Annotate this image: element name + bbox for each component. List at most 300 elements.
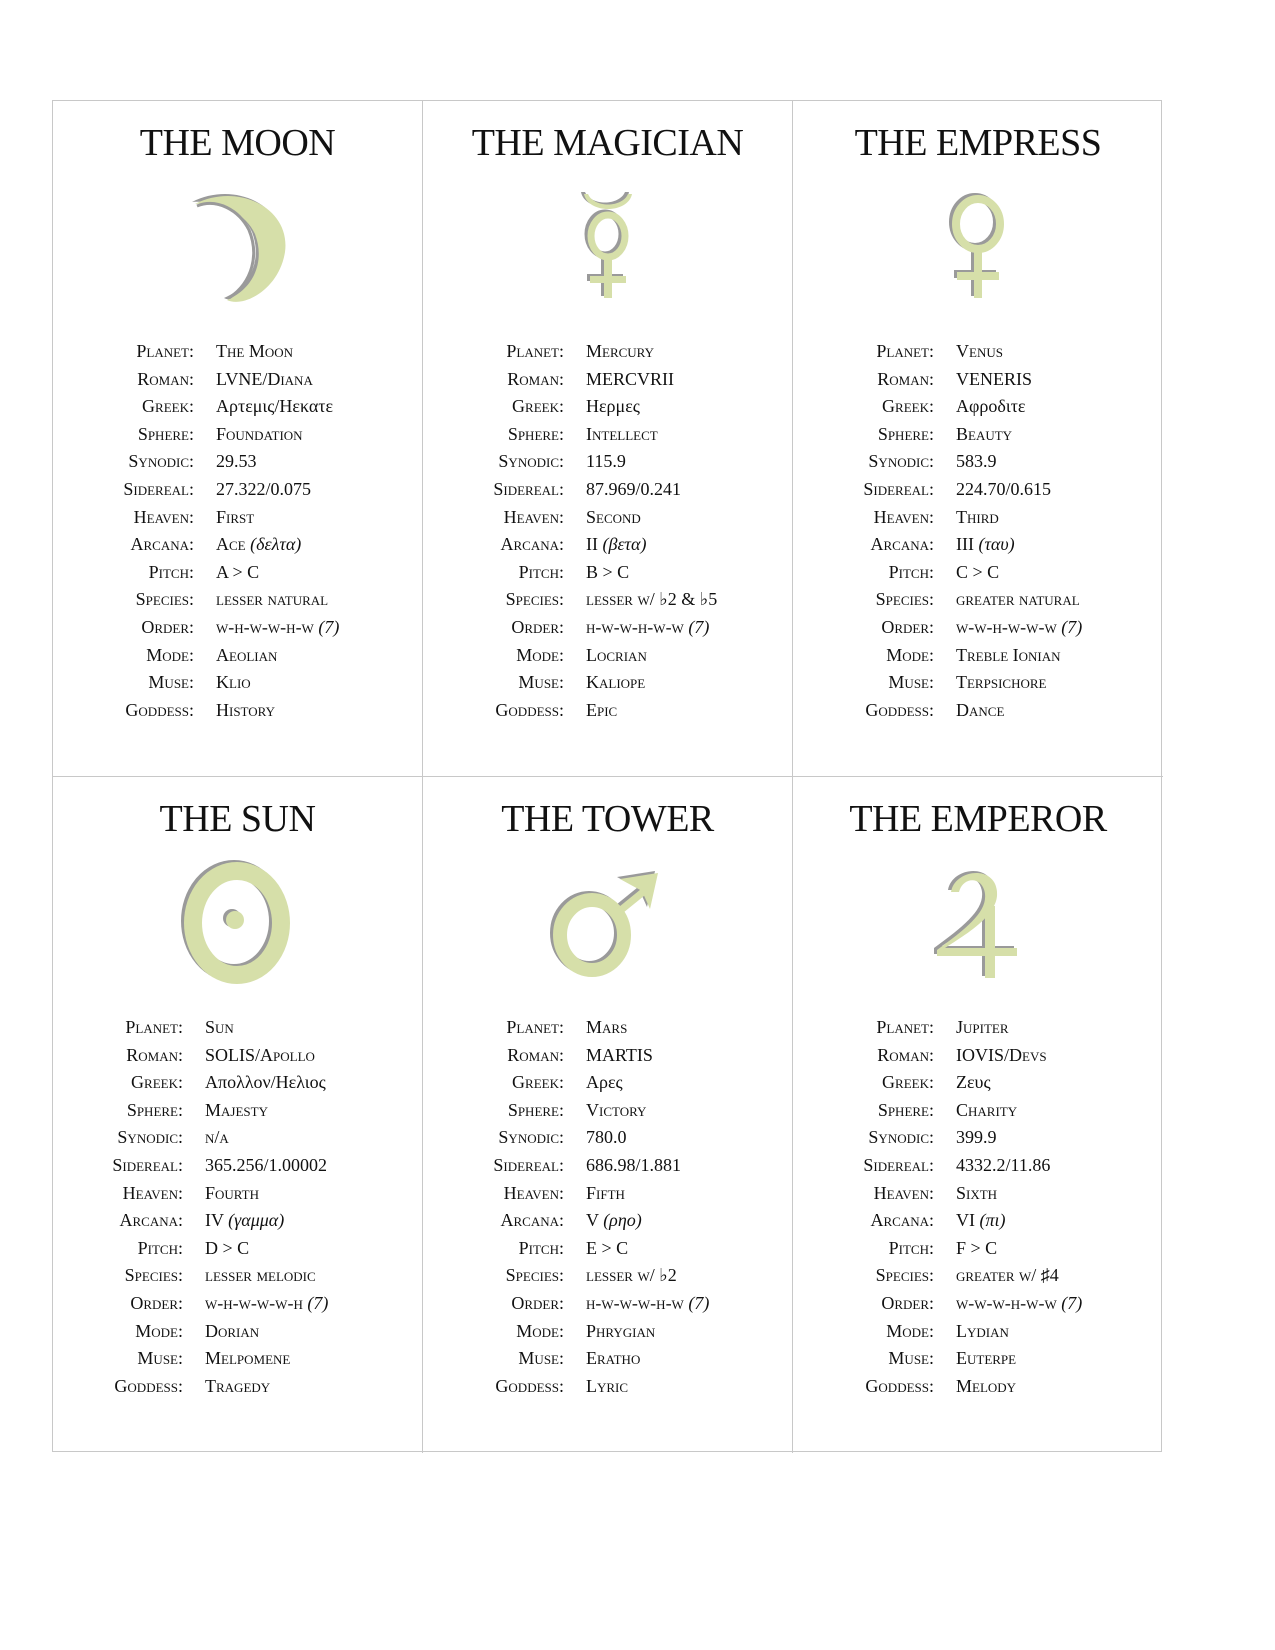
label: Goddess: [865, 1375, 934, 1396]
order-steps: w-h-w-w-h-w [216, 616, 314, 637]
label: Synodic: [868, 451, 934, 472]
row-pitch [793, 1238, 1163, 1266]
row-synodic [53, 1127, 422, 1155]
value: First [216, 506, 255, 527]
label: Synodic: [498, 1127, 564, 1148]
value: LVNE/Diana [216, 368, 313, 389]
arcana-greek: (δελτα) [250, 534, 302, 555]
value: E > C [586, 1237, 629, 1258]
row-mode [53, 645, 422, 673]
value: C > C [956, 561, 1000, 582]
label: Goddess: [865, 699, 934, 720]
label: Arcana: [870, 1210, 934, 1231]
order-count: (7) [688, 1292, 710, 1313]
row-heaven [793, 1183, 1163, 1211]
row-pitch [793, 562, 1163, 590]
value: Απολλον/Hελιος [205, 1072, 326, 1093]
row-sphere [793, 1100, 1163, 1128]
tarot-card-the-moon [53, 101, 423, 777]
value [956, 1210, 1006, 1231]
arcana-greek: (βετα) [602, 534, 647, 555]
row-arcana [423, 534, 792, 562]
row-planet [53, 1017, 422, 1045]
row-muse [793, 672, 1163, 700]
value: Epic [586, 699, 618, 720]
value: VENERIS [956, 368, 1032, 389]
tarot-card-the-magician [423, 101, 793, 777]
label: Sidereal: [863, 478, 934, 499]
arcana-number: VI [956, 1210, 975, 1231]
label: Heaven: [133, 506, 194, 527]
row-heaven [423, 1183, 792, 1211]
value: Melpomene [205, 1348, 291, 1369]
arcana-number: II [586, 534, 598, 555]
row-species [793, 1265, 1163, 1293]
row-heaven [423, 507, 792, 535]
value [586, 617, 709, 638]
row-synodic [793, 1127, 1163, 1155]
row-roman [423, 1045, 792, 1073]
venus-icon [793, 187, 1163, 307]
label: Heaven: [122, 1182, 183, 1203]
row-muse [53, 672, 422, 700]
value: Jupiter [956, 1017, 1009, 1037]
row-synodic [53, 451, 422, 479]
row-sphere [793, 424, 1163, 452]
value: Eratho [586, 1348, 641, 1369]
value [216, 617, 339, 638]
value: Melody [956, 1375, 1017, 1396]
row-arcana [53, 1210, 422, 1238]
row-sphere [53, 1100, 422, 1128]
value: Dorian [205, 1320, 260, 1341]
row-sidereal [53, 1155, 422, 1183]
label: Arcana: [119, 1210, 183, 1231]
order-count: (7) [688, 616, 710, 637]
order-steps: h-w-w-h-w-w [586, 616, 684, 637]
label: Sidereal: [493, 1154, 564, 1175]
label: Planet: [506, 341, 564, 361]
row-greek [423, 396, 792, 424]
value: Fourth [205, 1182, 260, 1203]
value [586, 534, 646, 555]
label: Muse: [137, 1348, 183, 1369]
row-planet [793, 1017, 1163, 1045]
row-roman [53, 369, 422, 397]
row-order [793, 1293, 1163, 1321]
value: Majesty [205, 1099, 268, 1120]
row-pitch [53, 562, 422, 590]
value: Charity [956, 1099, 1018, 1120]
order-count: (7) [1061, 616, 1083, 637]
label: Synodic: [128, 451, 194, 472]
order-steps: w-w-w-h-w-w [956, 1292, 1057, 1313]
value: 780.0 [586, 1127, 627, 1148]
label: Planet: [506, 1017, 564, 1037]
row-arcana [423, 1210, 792, 1238]
attribute-table [423, 341, 792, 727]
label: Synodic: [868, 1127, 934, 1148]
attribute-table [793, 1017, 1163, 1403]
row-roman [793, 369, 1163, 397]
value [956, 1293, 1082, 1314]
value: 399.9 [956, 1127, 997, 1148]
value: 29.53 [216, 451, 257, 472]
mars-icon [423, 863, 792, 983]
label: Mode: [135, 1320, 183, 1341]
value: History [216, 699, 275, 720]
row-pitch [423, 562, 792, 590]
value: 27.322/0.075 [216, 478, 312, 499]
label: Greek: [882, 396, 934, 417]
label: Species: [124, 1265, 183, 1286]
row-greek [53, 1072, 422, 1100]
attribute-table [53, 1017, 422, 1403]
value: Tragedy [205, 1375, 271, 1396]
value: 87.969/0.241 [586, 478, 682, 499]
card-title: THE TOWER [501, 798, 714, 840]
row-planet [423, 1017, 792, 1045]
row-goddess [793, 700, 1163, 728]
label: Pitch: [137, 1237, 183, 1258]
row-species [793, 589, 1163, 617]
label: Greek: [142, 396, 194, 417]
row-order [423, 617, 792, 645]
value: 686.98/1.881 [586, 1154, 682, 1175]
value: lesser natural [216, 589, 329, 610]
label: Order: [141, 616, 194, 637]
row-planet [53, 341, 422, 369]
label: Mode: [886, 644, 934, 665]
card-title: THE EMPRESS [854, 122, 1102, 164]
row-greek [53, 396, 422, 424]
order-steps: w-h-w-w-w-h [205, 1292, 303, 1313]
row-mode [53, 1321, 422, 1349]
tarot-card-the-sun [53, 777, 423, 1453]
label: Planet: [136, 341, 194, 361]
label: Roman: [507, 368, 564, 389]
value: 365.256/1.00002 [205, 1154, 328, 1175]
value: lesser w/ ♭2 & ♭5 [586, 589, 718, 610]
jupiter-icon [793, 863, 1163, 983]
value: 115.9 [586, 451, 626, 472]
value: 224.70/0.615 [956, 478, 1052, 499]
card-title: THE MAGICIAN [471, 122, 744, 164]
row-species [423, 1265, 792, 1293]
row-roman [793, 1045, 1163, 1073]
value: Euterpe [956, 1348, 1017, 1369]
arcana-greek: (ταυ) [978, 534, 1015, 555]
label: Order: [511, 616, 564, 637]
label: Mode: [146, 644, 194, 665]
label: Pitch: [888, 1237, 934, 1258]
label: Greek: [882, 1072, 934, 1093]
row-roman [423, 369, 792, 397]
label: Order: [881, 616, 934, 637]
tarot-card-the-emperor [793, 777, 1163, 1453]
row-goddess [423, 700, 792, 728]
order-count: (7) [1061, 1292, 1083, 1313]
row-arcana [53, 534, 422, 562]
label: Order: [881, 1292, 934, 1313]
value: 583.9 [956, 451, 997, 472]
value: Third [956, 506, 999, 527]
value: Kaliope [586, 672, 646, 693]
value: IOVIS/Devs [956, 1044, 1047, 1065]
label: Goddess: [114, 1375, 183, 1396]
mercury-icon [423, 187, 792, 307]
value: Mars [586, 1017, 628, 1037]
value: Phrygian [586, 1320, 656, 1341]
arcana-number: Ace [216, 534, 246, 555]
row-species [53, 1265, 422, 1293]
label: Goddess: [495, 1375, 564, 1396]
label: Heaven: [873, 1182, 934, 1203]
label: Species: [135, 589, 194, 610]
card-title: THE SUN [159, 798, 316, 840]
label: Roman: [137, 368, 194, 389]
label: Species: [505, 589, 564, 610]
value: Ζευς [956, 1072, 991, 1093]
row-planet [793, 341, 1163, 369]
value: Second [586, 506, 641, 527]
label: Sidereal: [863, 1154, 934, 1175]
label: Order: [511, 1292, 564, 1313]
row-goddess [53, 700, 422, 728]
sun-icon [53, 863, 422, 983]
label: Planet: [876, 1017, 934, 1037]
attribute-table [793, 341, 1163, 727]
tarot-card-the-empress [793, 101, 1163, 777]
card-title: THE MOON [139, 122, 336, 164]
label: Sphere: [137, 423, 194, 444]
label: Roman: [877, 1044, 934, 1065]
label: Heaven: [873, 506, 934, 527]
label: Synodic: [117, 1127, 183, 1148]
label: Sphere: [877, 1099, 934, 1120]
value: MARTIS [586, 1044, 653, 1065]
value: greater natural [956, 589, 1080, 610]
label: Greek: [512, 1072, 564, 1093]
value: MERCVRII [586, 368, 675, 389]
value: Fifth [586, 1182, 625, 1203]
row-muse [793, 1348, 1163, 1376]
value: A > C [216, 561, 260, 582]
row-arcana [793, 1210, 1163, 1238]
order-count: (7) [318, 616, 340, 637]
label: Arcana: [870, 534, 934, 555]
value: Lydian [956, 1320, 1009, 1341]
value: Terpsichore [956, 672, 1047, 693]
value [586, 1293, 709, 1314]
row-sidereal [423, 1155, 792, 1183]
label: Pitch: [518, 1237, 564, 1258]
row-mode [793, 1321, 1163, 1349]
row-heaven [53, 507, 422, 535]
order-steps: h-w-w-w-h-w [586, 1292, 684, 1313]
attribute-table [423, 1017, 792, 1403]
value [586, 1210, 642, 1231]
row-heaven [793, 507, 1163, 535]
arcana-greek: (ρηο) [603, 1210, 642, 1231]
value: Foundation [216, 423, 303, 444]
arcana-number: V [586, 1210, 599, 1231]
row-synodic [793, 451, 1163, 479]
value: Sun [205, 1017, 234, 1037]
label: Arcana: [500, 534, 564, 555]
value: Hερμες [586, 396, 640, 417]
label: Sidereal: [123, 478, 194, 499]
row-synodic [423, 1127, 792, 1155]
arcana-greek: (πι) [979, 1210, 1006, 1231]
row-greek [793, 396, 1163, 424]
value: 4332.2/11.86 [956, 1154, 1051, 1175]
row-planet [423, 341, 792, 369]
label: Species: [505, 1265, 564, 1286]
label: Muse: [148, 672, 194, 693]
row-greek [423, 1072, 792, 1100]
row-arcana [793, 534, 1163, 562]
row-order [793, 617, 1163, 645]
label: Mode: [516, 644, 564, 665]
attribute-table [53, 341, 422, 727]
value: greater w/ ♯4 [956, 1265, 1059, 1286]
label: Goddess: [495, 699, 564, 720]
row-roman [53, 1045, 422, 1073]
label: Goddess: [125, 699, 194, 720]
label: Heaven: [503, 1182, 564, 1203]
row-pitch [423, 1238, 792, 1266]
row-species [423, 589, 792, 617]
row-goddess [423, 1376, 792, 1404]
value: Mercury [586, 341, 655, 361]
arcana-number: III [956, 534, 974, 555]
label: Muse: [518, 1348, 564, 1369]
value: Αφροδιτε [956, 396, 1026, 417]
value: Venus [956, 341, 1003, 361]
label: Roman: [877, 368, 934, 389]
row-sidereal [53, 479, 422, 507]
label: Arcana: [130, 534, 194, 555]
value: SOLIS/Apollo [205, 1044, 315, 1065]
row-heaven [53, 1183, 422, 1211]
row-pitch [53, 1238, 422, 1266]
label: Mode: [516, 1320, 564, 1341]
row-synodic [423, 451, 792, 479]
label: Muse: [888, 672, 934, 693]
row-sphere [423, 1100, 792, 1128]
row-sidereal [423, 479, 792, 507]
label: Pitch: [148, 561, 194, 582]
value [216, 534, 301, 555]
value: Aeolian [216, 644, 278, 665]
label: Sphere: [507, 423, 564, 444]
value: Intellect [586, 423, 658, 444]
label: Pitch: [518, 561, 564, 582]
value [956, 534, 1015, 555]
label: Species: [875, 589, 934, 610]
row-mode [423, 1321, 792, 1349]
value: lesser melodic [205, 1265, 316, 1286]
value: Dance [956, 699, 1005, 720]
value: Sixth [956, 1182, 998, 1203]
value [956, 617, 1082, 638]
label: Sphere: [877, 423, 934, 444]
value: Αρτεμις/Hεκατε [216, 396, 334, 417]
label: Pitch: [888, 561, 934, 582]
value [205, 1210, 284, 1231]
order-steps: w-w-h-w-w-w [956, 616, 1057, 637]
row-muse [423, 672, 792, 700]
label: Muse: [888, 1348, 934, 1369]
row-mode [423, 645, 792, 673]
row-mode [793, 645, 1163, 673]
row-sphere [53, 424, 422, 452]
row-order [423, 1293, 792, 1321]
label: Muse: [518, 672, 564, 693]
row-goddess [793, 1376, 1163, 1404]
row-muse [53, 1348, 422, 1376]
arcana-number: IV [205, 1210, 224, 1231]
value [205, 1293, 328, 1314]
label: Greek: [131, 1072, 183, 1093]
value: Locrian [586, 644, 647, 665]
label: Roman: [126, 1044, 183, 1065]
value: Treble Ionian [956, 644, 1061, 665]
label: Mode: [886, 1320, 934, 1341]
value: B > C [586, 561, 630, 582]
label: Planet: [876, 341, 934, 361]
row-muse [423, 1348, 792, 1376]
label: Greek: [512, 396, 564, 417]
moon-crescent-icon [53, 187, 422, 307]
arcana-greek: (γαμμα) [228, 1210, 285, 1231]
card-title: THE EMPEROR [849, 798, 1107, 840]
order-count: (7) [307, 1292, 329, 1313]
label: Sphere: [507, 1099, 564, 1120]
value: F > C [956, 1237, 998, 1258]
row-species [53, 589, 422, 617]
label: Synodic: [498, 451, 564, 472]
row-sidereal [793, 479, 1163, 507]
row-greek [793, 1072, 1163, 1100]
row-sphere [423, 424, 792, 452]
label: Sidereal: [493, 478, 564, 499]
value: D > C [205, 1237, 250, 1258]
value: Αρες [586, 1072, 623, 1093]
label: Planet: [125, 1017, 183, 1037]
label: Arcana: [500, 1210, 564, 1231]
value: n/a [205, 1127, 229, 1148]
row-order [53, 617, 422, 645]
value: Victory [586, 1099, 647, 1120]
label: Sidereal: [112, 1154, 183, 1175]
label: Order: [130, 1292, 183, 1313]
value: lesser w/ ♭2 [586, 1265, 677, 1286]
value: Klio [216, 672, 251, 693]
label: Species: [875, 1265, 934, 1286]
label: Sphere: [126, 1099, 183, 1120]
card-sheet [52, 100, 1162, 1452]
label: Roman: [507, 1044, 564, 1065]
row-sidereal [793, 1155, 1163, 1183]
value: Lyric [586, 1375, 629, 1396]
label: Heaven: [503, 506, 564, 527]
value: Beauty [956, 423, 1013, 444]
row-order [53, 1293, 422, 1321]
row-goddess [53, 1376, 422, 1404]
value: The Moon [216, 341, 293, 361]
